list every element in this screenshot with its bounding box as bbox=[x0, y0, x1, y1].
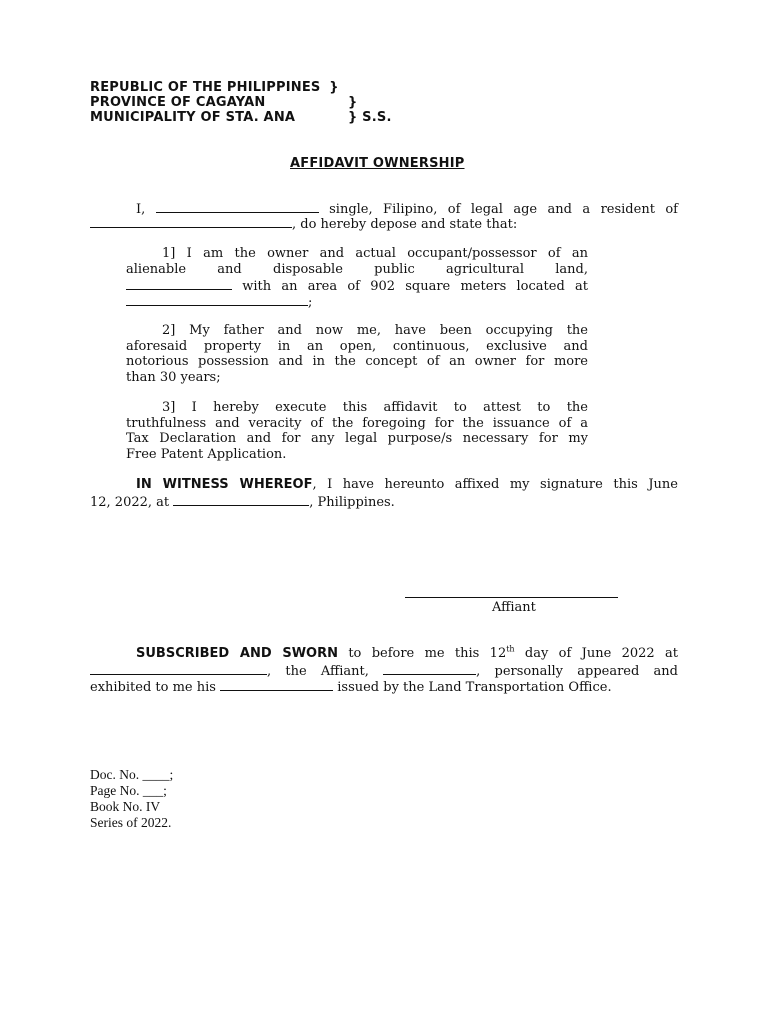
sworn-line-3 bbox=[90, 678, 612, 696]
para3-line-3: Tax Declaration and for any legal purpose/s necessary for my bbox=[126, 431, 588, 446]
intro-text-1: single, Filipino, of legal age and a resident of bbox=[329, 202, 678, 217]
para1-line-1: 1] I am the owner and actual occupant/possessor of an bbox=[162, 246, 588, 261]
para1-text-3: with an area of 902 square meters located at bbox=[242, 279, 588, 294]
header-line-province: PROVINCE OF CAGAYAN bbox=[90, 95, 266, 110]
sworn-ordinal-suffix: th bbox=[506, 644, 515, 654]
affiant-name-blank[interactable] bbox=[383, 662, 476, 675]
witness-line-2 bbox=[90, 493, 395, 511]
page-number: Page No. ___; bbox=[90, 783, 167, 798]
witness-line-1 bbox=[90, 477, 678, 493]
sworn-heading: SUBSCRIBED AND SWORN bbox=[136, 646, 338, 661]
series-year: Series of 2022. bbox=[90, 815, 172, 830]
intro-line-2 bbox=[90, 215, 517, 233]
para1-line-4 bbox=[126, 293, 312, 311]
header-municipality bbox=[90, 110, 295, 125]
sworn-place-blank[interactable] bbox=[90, 662, 267, 675]
document-title: AFFIDAVIT OWNERSHIP bbox=[290, 156, 465, 171]
sworn-text-2a: , the Affiant, bbox=[267, 664, 369, 679]
para1-line-2: alienable and disposable public agricultural land, bbox=[126, 261, 588, 277]
para3-line-2: truthfulness and veracity of the foregoing for the issuance of a bbox=[126, 415, 588, 431]
sworn-text-1b: day of June 2022 at bbox=[524, 646, 678, 661]
intro-prefix: I, bbox=[136, 202, 146, 217]
header-line-municipality: MUNICIPALITY OF STA. ANA bbox=[90, 110, 296, 125]
para1-text-4: ; bbox=[308, 294, 313, 310]
doc-number: Doc. No. ____; bbox=[90, 767, 174, 782]
sworn-line-1 bbox=[90, 646, 678, 662]
header-brace: } bbox=[329, 80, 339, 95]
book-number: Book No. IV bbox=[90, 799, 161, 814]
witness-date: 12, 2022, at bbox=[90, 494, 170, 510]
sworn-text-3a: exhibited to me his bbox=[90, 679, 216, 695]
witness-heading: IN WITNESS WHEREOF bbox=[136, 477, 313, 492]
id-blank[interactable] bbox=[220, 678, 333, 691]
sworn-text-2b: , personally appeared and bbox=[476, 664, 678, 679]
header-brace: } bbox=[348, 95, 358, 110]
witness-text-1: , I have hereunto affixed my signature this June bbox=[312, 477, 678, 492]
header-ss: } S.S. bbox=[348, 110, 392, 125]
para2-line-1: 2] My father and now me, have been occupying the bbox=[162, 323, 588, 338]
sworn-text-1a: to before me this 12 bbox=[348, 646, 507, 661]
header-province bbox=[90, 95, 265, 110]
para2-line-3: notorious possession and in the concept of an owner for more bbox=[126, 354, 588, 369]
affiant-signature-line[interactable] bbox=[405, 597, 618, 598]
witness-place-blank[interactable] bbox=[173, 493, 309, 506]
sworn-text-3b: issued by the Land Transportation Office. bbox=[337, 679, 612, 695]
affiant-label: Affiant bbox=[492, 600, 536, 615]
land-blank[interactable] bbox=[126, 277, 232, 290]
location-blank[interactable] bbox=[126, 293, 308, 306]
para3-line-4: Free Patent Application. bbox=[126, 446, 287, 462]
witness-text-2: , Philippines. bbox=[309, 494, 395, 510]
intro-text-2: , do hereby depose and state that: bbox=[292, 217, 518, 232]
header-line-republic: REPUBLIC OF THE PHILIPPINES bbox=[90, 80, 321, 95]
residence-blank[interactable] bbox=[90, 215, 292, 228]
para2-line-4: than 30 years; bbox=[126, 369, 221, 385]
header-republic bbox=[90, 80, 339, 95]
para2-line-2: aforesaid property in an open, continuous, exclusive and bbox=[126, 338, 588, 354]
name-blank[interactable] bbox=[156, 200, 319, 213]
para3-line-1: 3] I hereby execute this affidavit to attest to the bbox=[162, 400, 588, 415]
